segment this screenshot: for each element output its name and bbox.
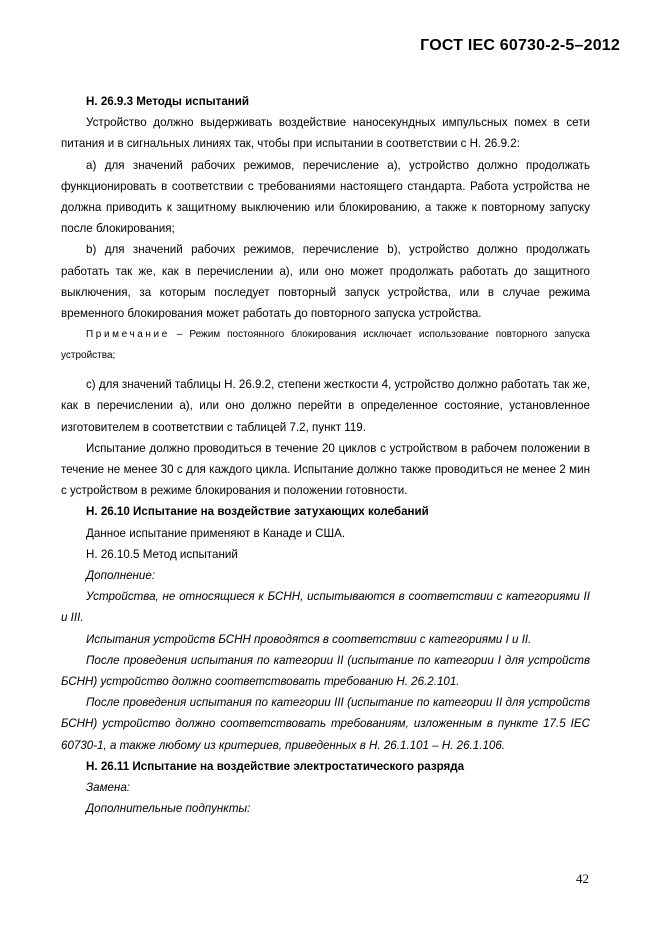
document-header: ГОСТ IEC 60730-2-5–2012	[420, 37, 620, 54]
page-number: 42	[576, 871, 589, 886]
paragraph: Испытания устройств БСНН проводятся в соответствии с категориями I и II.	[86, 632, 532, 646]
section-heading-26-10: Н. 26.10 Испытание на воздействие затухающих колебаний	[86, 505, 429, 519]
list-item-b: b) для значений рабочих режимов, перечисление b), устройство должно продолжать работать так же, как в перечислении a), или оно может продолжать работать до защитного выключения, за которым последует повторный запуск устройства, или в случае режима временного блокирования может работать до повторного запуска устройства.	[61, 243, 590, 321]
paragraph: После проведения испытания по категории II (испытание по категории I для устройств БСНН) устройство должно соответствовать требованию Н. 26.2.101.	[61, 653, 590, 689]
document-body	[61, 91, 590, 820]
paragraph: После проведения испытания по категории III (испытание по категории II для устройств БСНН) устройство должно соответствовать требованиям, изложенным в пункте 17.5 IEC 60730-1, а также любому из критериев, приведенных в Н. 26.1.101 – Н. 26.1.106.	[61, 696, 590, 752]
list-item-c: c) для значений таблицы Н. 26.9.2, степени жесткости 4, устройство должно работать так же, как в перечислении a), или оно должно перейти в определенное состояние, установленное изготовителем в соответствии с таблицей 7.2, пункт 119.	[61, 378, 590, 434]
paragraph: Испытание должно проводиться в течение 20 циклов с устройством в рабочем положении в течение не менее 30 с для каждого цикла. Испытание должно также проводиться не менее 2 мин с устройством в режиме блокирования и положении готовности.	[61, 441, 590, 498]
section-heading-26-9-3: Н. 26.9.3 Методы испытаний	[86, 95, 250, 108]
additional-subclauses-label: Дополнительные подпункты:	[86, 802, 251, 816]
paragraph: Данное испытание применяют в Канаде и США.	[86, 526, 346, 540]
note-text: – Режим постоянного блокирования исключает использование повторного запуска устройства;	[61, 329, 590, 362]
note	[61, 324, 590, 366]
section-heading-26-11: Н. 26.11 Испытание на воздействие электростатического разряда	[86, 759, 465, 773]
subsection-heading-26-10-5: Н. 26.10.5 Метод испытаний	[86, 547, 238, 561]
list-item-a: a) для значений рабочих режимов, перечисление a), устройство должно продолжать функционировать в соответствии с требованиями настоящего стандарта. Работа устройства не должна приводить к защитному выключению или блокированию, а также к повторному запуску после блокирования;	[61, 158, 590, 236]
note-label: Примечание	[86, 329, 170, 341]
addition-label: Дополнение:	[86, 569, 156, 583]
paragraph: Устройство должно выдерживать воздействие наносекундных импульсных помех в сети питания и в сигнальных линиях так, чтобы при испытании в соответствии с Н. 26.9.2:	[61, 116, 590, 151]
replacement-label: Замена:	[86, 781, 131, 795]
paragraph: Устройства, не относящиеся к БСНН, испытываются в соответствии с категориями II и III.	[61, 590, 590, 625]
